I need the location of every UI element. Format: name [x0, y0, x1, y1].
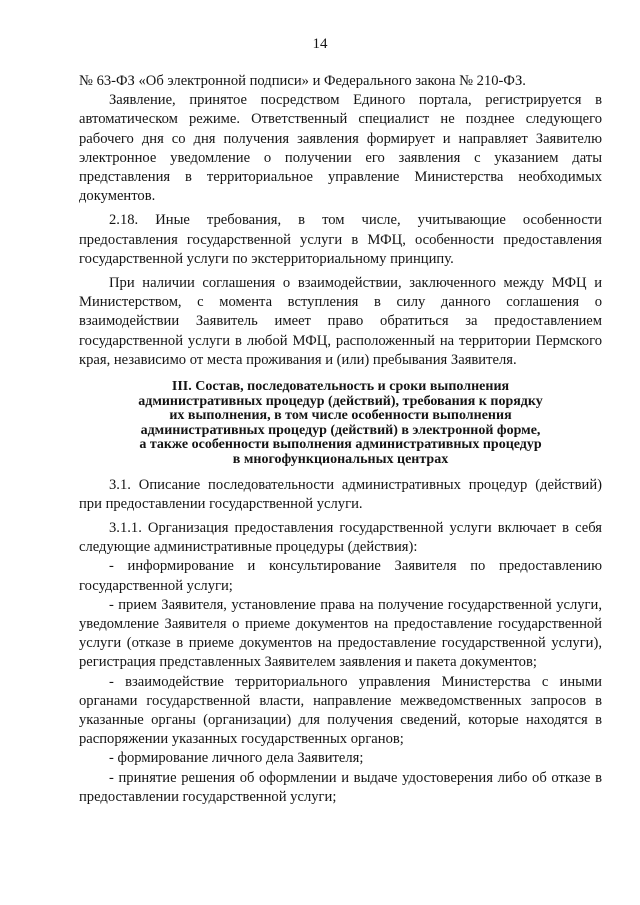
- document-body: [79, 72, 602, 807]
- paragraph-item-informing: - информирование и консультирование Заявителя по предоставлению государственной услуги;: [79, 558, 602, 594]
- paragraph-law-ref: № 63-ФЗ «Об электронной подписи» и Федерального закона № 210-ФЗ.: [79, 73, 526, 89]
- page-number: 14: [312, 36, 328, 52]
- section-heading-line: их выполнения, в том числе особенности выполнения: [169, 408, 512, 424]
- paragraph-3-1: 3.1. Описание последовательности административных процедур (действий) при предоставлении государственной услуги.: [79, 476, 602, 512]
- section-heading-line: в многофункциональных центрах: [232, 452, 449, 468]
- section-heading-line: административных процедур (действий), требования к порядку: [138, 393, 543, 409]
- section-heading-line: а также особенности выполнения административных процедур: [139, 437, 542, 453]
- paragraph-agreement: При наличии соглашения о взаимодействии, заключенного между МФЦ и Министерством, с момента вступления в силу данного соглашения о взаимодействии Заявитель имеет право обратиться за предоставлением государственной услуги в любой МФЦ, расположенный на территории Пермского края, независимо от места проживания и (или) пребывания Заявителя.: [79, 275, 602, 368]
- paragraph-registration: Заявление, принятое посредством Единого портала, регистрируется в автоматическом режиме. Ответственный специалист не позднее следующего рабочего дня со дня получения заявления формирует и направляет Заявителю электронное уведомление о получении его заявления с указанием даты представления в территориальное управление Министерства необходимых документов.: [79, 92, 602, 205]
- section-heading: [79, 380, 602, 468]
- paragraph-3-1-1: 3.1.1. Организация предоставления государственной услуги включает в себя следующие административные процедуры (действия):: [79, 520, 602, 556]
- paragraph-2-18: 2.18. Иные требования, в том числе, учитывающие особенности предоставления государственной услуги в МФЦ, особенности предоставления государственной услуги по экстерриториальному принципу.: [79, 212, 602, 267]
- paragraph-item-reception: - прием Заявителя, установление права на получение государственной услуги, уведомление Заявителя о приеме документов на предоставление государственной услуги (отказе в приеме документов на предоставление государственной услуги), регистрация представленных Заявителем заявления и пакета документов;: [79, 596, 602, 671]
- paragraphs-after-heading: [79, 476, 602, 807]
- section-heading-line: III. Состав, последовательность и сроки выполнения: [171, 379, 510, 395]
- paragraph-item-personal-file: - формирование личного дела Заявителя;: [109, 750, 364, 767]
- paragraph-item-decision: - принятие решения об оформлении и выдаче удостоверения либо об отказе в предоставлении государственной услуги;: [79, 769, 602, 805]
- paragraph-item-interaction: - взаимодействие территориального управления Министерства с иными органами государственной власти, направление межведомственных запросов в указанные органы (организации) для получения сведений, которые находятся в распоряжении указанных государственных органов;: [79, 673, 602, 748]
- section-heading-line: административных процедур (действий) в электронной форме,: [140, 422, 541, 438]
- paragraphs-before-heading: [79, 72, 602, 370]
